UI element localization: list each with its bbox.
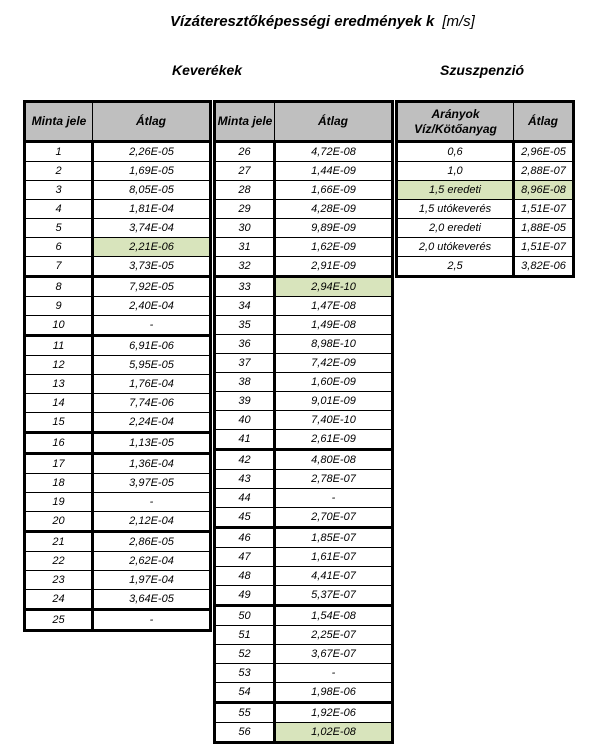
average-cell: 1,76E-04 (93, 375, 211, 394)
page-title (170, 13, 500, 30)
table-row (25, 200, 211, 219)
table-row (397, 257, 574, 277)
sample-id-cell: 20 (25, 512, 93, 532)
table-row (25, 238, 211, 257)
table-row (25, 277, 211, 297)
average-cell: 3,64E-05 (93, 590, 211, 610)
average-cell: 2,86E-05 (93, 532, 211, 552)
average-cell: 1,02E-08 (275, 723, 393, 743)
average-cell: 4,41E-07 (275, 567, 393, 586)
table-row (397, 142, 574, 162)
header-minta-jele: Minta jele (215, 102, 275, 142)
table-row (215, 411, 393, 430)
average-cell: 1,36E-04 (93, 454, 211, 474)
sample-id-cell: 39 (215, 392, 275, 411)
sample-id-cell: 46 (215, 528, 275, 548)
sample-id-cell: 49 (215, 586, 275, 606)
table-row (25, 571, 211, 590)
table-row (25, 413, 211, 433)
average-cell: 7,92E-05 (93, 277, 211, 297)
sample-id-cell: 4 (25, 200, 93, 219)
table-row (215, 548, 393, 567)
average-cell: 9,89E-09 (275, 219, 393, 238)
ratio-cell: 2,0 utókeverés (397, 238, 514, 257)
sample-id-cell: 52 (215, 645, 275, 664)
table-row (215, 489, 393, 508)
sample-id-cell: 53 (215, 664, 275, 683)
average-cell: 3,73E-05 (93, 257, 211, 277)
table-row (215, 450, 393, 470)
average-cell: 2,62E-04 (93, 552, 211, 571)
table-row (215, 703, 393, 723)
sample-id-cell: 23 (25, 571, 93, 590)
ratio-cell: 1,5 eredeti (397, 181, 514, 200)
table-row (25, 297, 211, 316)
average-cell: 1,66E-09 (275, 181, 393, 200)
table-row (25, 590, 211, 610)
average-cell: 1,98E-06 (275, 683, 393, 703)
table-row (25, 610, 211, 631)
header-minta-jele: Minta jele (25, 102, 93, 142)
average-cell: 2,12E-04 (93, 512, 211, 532)
header-atlag: Átlag (275, 102, 393, 142)
table-row (397, 238, 574, 257)
average-cell: 6,91E-06 (93, 336, 211, 356)
sample-id-cell: 31 (215, 238, 275, 257)
average-cell: 4,72E-08 (275, 142, 393, 162)
table-row (215, 470, 393, 489)
table-row (397, 162, 574, 181)
sample-id-cell: 32 (215, 257, 275, 277)
average-cell: 1,60E-09 (275, 373, 393, 392)
average-cell: - (93, 493, 211, 512)
sample-id-cell: 45 (215, 508, 275, 528)
sample-id-cell: 5 (25, 219, 93, 238)
average-cell: 1,49E-08 (275, 316, 393, 335)
average-cell: 7,42E-09 (275, 354, 393, 373)
sample-id-cell: 56 (215, 723, 275, 743)
average-cell: 4,80E-08 (275, 450, 393, 470)
average-cell: 2,78E-07 (275, 470, 393, 489)
table-row (25, 532, 211, 552)
ratio-cell: 1,5 utókeverés (397, 200, 514, 219)
average-cell: 3,74E-04 (93, 219, 211, 238)
table-row (25, 336, 211, 356)
table-row (215, 142, 393, 162)
average-cell: 2,96E-05 (514, 142, 574, 162)
sample-id-cell: 51 (215, 626, 275, 645)
average-cell: 2,40E-04 (93, 297, 211, 316)
average-cell: 2,25E-07 (275, 626, 393, 645)
sample-id-cell: 25 (25, 610, 93, 631)
average-cell: 5,37E-07 (275, 586, 393, 606)
average-cell: 1,69E-05 (93, 162, 211, 181)
average-cell: 1,97E-04 (93, 571, 211, 590)
average-cell: 2,21E-06 (93, 238, 211, 257)
sample-id-cell: 29 (215, 200, 275, 219)
sample-id-cell: 54 (215, 683, 275, 703)
average-cell: 1,44E-09 (275, 162, 393, 181)
table-row (215, 181, 393, 200)
sample-id-cell: 33 (215, 277, 275, 297)
sample-id-cell: 28 (215, 181, 275, 200)
table-row (25, 316, 211, 336)
average-cell: 8,96E-08 (514, 181, 574, 200)
sample-id-cell: 19 (25, 493, 93, 512)
sample-id-cell: 22 (25, 552, 93, 571)
table-row (25, 375, 211, 394)
sample-id-cell: 6 (25, 238, 93, 257)
table-row (215, 430, 393, 450)
sample-id-cell: 35 (215, 316, 275, 335)
sample-id-cell: 11 (25, 336, 93, 356)
sample-id-cell: 42 (215, 450, 275, 470)
average-cell: 1,88E-05 (514, 219, 574, 238)
average-cell: 8,05E-05 (93, 181, 211, 200)
ratio-cell: 1,0 (397, 162, 514, 181)
sample-id-cell: 41 (215, 430, 275, 450)
sample-id-cell: 40 (215, 411, 275, 430)
table-row (25, 552, 211, 571)
table-row (215, 586, 393, 606)
average-cell: - (93, 316, 211, 336)
title-unit: [m/s] (442, 13, 475, 30)
sample-id-cell: 37 (215, 354, 275, 373)
sample-id-cell: 10 (25, 316, 93, 336)
table-row (397, 181, 574, 200)
sample-id-cell: 2 (25, 162, 93, 181)
average-cell: 1,47E-08 (275, 297, 393, 316)
table-row (25, 474, 211, 493)
table-row (25, 512, 211, 532)
table-row (215, 392, 393, 411)
sample-id-cell: 14 (25, 394, 93, 413)
table-row (215, 567, 393, 586)
sample-id-cell: 44 (215, 489, 275, 508)
average-cell: 2,88E-07 (514, 162, 574, 181)
table-keverekek-2 (213, 100, 394, 744)
sample-id-cell: 13 (25, 375, 93, 394)
sample-id-cell: 8 (25, 277, 93, 297)
table-row (215, 508, 393, 528)
table-row (215, 297, 393, 316)
ratio-cell: 0,6 (397, 142, 514, 162)
section-szuszpenzio: Szuszpenzió (440, 62, 525, 78)
table-row (215, 683, 393, 703)
sample-id-cell: 30 (215, 219, 275, 238)
average-cell: 2,24E-04 (93, 413, 211, 433)
table-row (25, 257, 211, 277)
sample-id-cell: 15 (25, 413, 93, 433)
average-cell: 8,98E-10 (275, 335, 393, 354)
average-cell: 1,85E-07 (275, 528, 393, 548)
title-text: Vízáteresztőképességi eredmények k (170, 13, 435, 30)
table-row (25, 181, 211, 200)
sample-id-cell: 47 (215, 548, 275, 567)
average-cell: 2,61E-09 (275, 430, 393, 450)
ratio-cell: 2,5 (397, 257, 514, 277)
sample-id-cell: 43 (215, 470, 275, 489)
sample-id-cell: 16 (25, 433, 93, 454)
table-row (215, 626, 393, 645)
table-row (397, 200, 574, 219)
average-cell: 1,54E-08 (275, 606, 393, 626)
average-cell: 4,28E-09 (275, 200, 393, 219)
sample-id-cell: 48 (215, 567, 275, 586)
table-row (215, 664, 393, 683)
table-row (215, 335, 393, 354)
table-row (25, 142, 211, 162)
sample-id-cell: 18 (25, 474, 93, 493)
table-keverekek-1 (23, 100, 212, 632)
ratio-cell: 2,0 eredeti (397, 219, 514, 238)
table-row (215, 354, 393, 373)
table-row (25, 219, 211, 238)
average-cell: 1,51E-07 (514, 238, 574, 257)
table-row (25, 433, 211, 454)
average-cell: 1,62E-09 (275, 238, 393, 257)
sample-id-cell: 36 (215, 335, 275, 354)
table-row (215, 373, 393, 392)
table-row (215, 257, 393, 277)
table-row (215, 645, 393, 664)
table-row (25, 162, 211, 181)
table-row (215, 316, 393, 335)
table-row (215, 528, 393, 548)
sample-id-cell: 24 (25, 590, 93, 610)
table-row (215, 200, 393, 219)
average-cell: 2,70E-07 (275, 508, 393, 528)
table-row (215, 162, 393, 181)
sample-id-cell: 34 (215, 297, 275, 316)
sample-id-cell: 1 (25, 142, 93, 162)
header-aranyok: Arányok Víz/Kötőanyag (397, 102, 514, 142)
table-row (215, 238, 393, 257)
average-cell: 2,94E-10 (275, 277, 393, 297)
table-row (215, 277, 393, 297)
average-cell: 5,95E-05 (93, 356, 211, 375)
average-cell: 1,51E-07 (514, 200, 574, 219)
header-atlag: Átlag (514, 102, 574, 142)
sample-id-cell: 3 (25, 181, 93, 200)
table-row (25, 493, 211, 512)
sample-id-cell: 38 (215, 373, 275, 392)
sample-id-cell: 7 (25, 257, 93, 277)
table-szuszpenzio (395, 100, 575, 278)
average-cell: 1,61E-07 (275, 548, 393, 567)
average-cell: - (275, 489, 393, 508)
table-row (25, 356, 211, 375)
average-cell: - (93, 610, 211, 631)
average-cell: 1,81E-04 (93, 200, 211, 219)
sample-id-cell: 55 (215, 703, 275, 723)
sample-id-cell: 12 (25, 356, 93, 375)
sample-id-cell: 21 (25, 532, 93, 552)
average-cell: 3,67E-07 (275, 645, 393, 664)
sample-id-cell: 17 (25, 454, 93, 474)
average-cell: 2,91E-09 (275, 257, 393, 277)
average-cell: 7,74E-06 (93, 394, 211, 413)
header-atlag: Átlag (93, 102, 211, 142)
sample-id-cell: 26 (215, 142, 275, 162)
average-cell: 9,01E-09 (275, 392, 393, 411)
section-keverekek: Keverékek (172, 62, 243, 78)
average-cell: 1,92E-06 (275, 703, 393, 723)
table-row (25, 454, 211, 474)
table-row (397, 219, 574, 238)
average-cell: 7,40E-10 (275, 411, 393, 430)
sample-id-cell: 9 (25, 297, 93, 316)
table-row (25, 394, 211, 413)
table-row (215, 606, 393, 626)
average-cell: 1,13E-05 (93, 433, 211, 454)
average-cell: 3,82E-06 (514, 257, 574, 277)
average-cell: 3,97E-05 (93, 474, 211, 493)
average-cell: - (275, 664, 393, 683)
average-cell: 2,26E-05 (93, 142, 211, 162)
sample-id-cell: 50 (215, 606, 275, 626)
sample-id-cell: 27 (215, 162, 275, 181)
table-row (215, 219, 393, 238)
